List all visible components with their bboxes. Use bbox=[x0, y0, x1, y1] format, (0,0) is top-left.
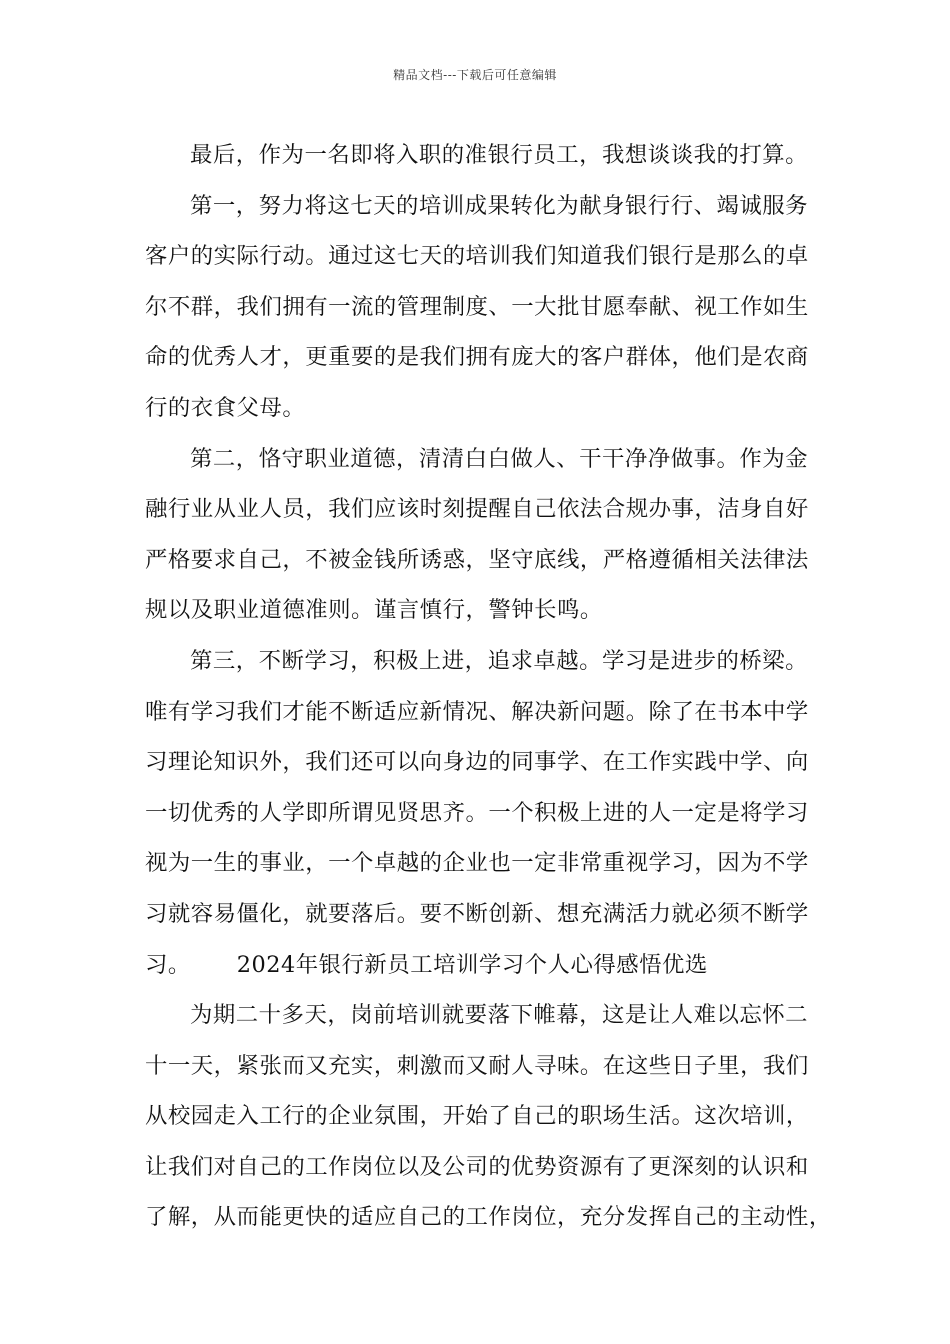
paragraph-line: 最后，作为一名即将入职的准银行员工，我想谈谈我的打算。 bbox=[190, 142, 809, 168]
paragraph-line: 第二，恪守职业道德，清清白白做人、干干净净做事。作为金 bbox=[190, 445, 809, 472]
paragraph-line: 客户的实际行动。通过这七天的培训我们知道我们银行是那么的卓 bbox=[145, 243, 809, 270]
paragraph-line: 严格要求自己，不被金钱所诱惑，坚守底线，严格遵循相关法律法 bbox=[145, 546, 809, 573]
paragraph-line: 一切优秀的人学即所谓见贤思齐。一个积极上进的人一定是将学习 bbox=[145, 799, 809, 826]
paragraph-line: 习。 bbox=[145, 951, 191, 978]
paragraph-line: 习就容易僵化，就要落后。要不断创新、想充满活力就必须不断学 bbox=[145, 900, 809, 927]
page-header: 精品文档---下载后可任意编辑 bbox=[393, 68, 557, 82]
paragraph-line: 十一天，紧张而又充实，刺激而又耐人寻味。在这些日子里，我们 bbox=[145, 1052, 809, 1079]
document-body bbox=[145, 130, 832, 1243]
paragraph-line: 让我们对自己的工作岗位以及公司的优势资源有了更深刻的认识和 bbox=[145, 1153, 809, 1180]
paragraph-line: 从校园走入工行的企业氛围，开始了自己的职场生活。这次培训， bbox=[145, 1103, 809, 1130]
paragraph-line: 行的衣食父母。 bbox=[145, 394, 306, 421]
paragraph-line: 命的优秀人才，更重要的是我们拥有庞大的客户群体，他们是农商 bbox=[145, 344, 809, 371]
paragraph-line: 了解，从而能更快的适应自己的工作岗位，充分发挥自己的主动性， bbox=[145, 1204, 832, 1231]
paragraph-line-with-title bbox=[145, 940, 821, 991]
paragraph-line: 视为一生的事业，一个卓越的企业也一定非常重视学习，因为不学 bbox=[145, 850, 809, 877]
paragraph-line: 融行业从业人员，我们应该时刻提醒自己依法合规办事，洁身自好 bbox=[145, 496, 809, 523]
paragraph-line: 为期二十多天，岗前培训就要落下帷幕，这是让人难以忘怀二 bbox=[190, 1002, 809, 1029]
article-title: 2024年银行新员工培训学习个人心得感悟优选 bbox=[236, 951, 708, 978]
paragraph-line: 习理论知识外，我们还可以向身边的同事学、在工作实践中学、向 bbox=[145, 749, 809, 776]
paragraph-line: 第一，努力将这七天的培训成果转化为献身银行行、竭诚服务 bbox=[190, 192, 809, 219]
paragraph-line: 尔不群，我们拥有一流的管理制度、一大批甘愿奉献、视工作如生 bbox=[145, 293, 809, 320]
paragraph-line: 规以及职业道德准则。谨言慎行，警钟长鸣。 bbox=[145, 597, 603, 624]
paragraph-line: 第三，不断学习，积极上进，追求卓越。学习是进步的桥梁。 bbox=[190, 647, 809, 674]
paragraph-line: 唯有学习我们才能不断适应新情况、解决新问题。除了在书本中学 bbox=[145, 698, 809, 725]
